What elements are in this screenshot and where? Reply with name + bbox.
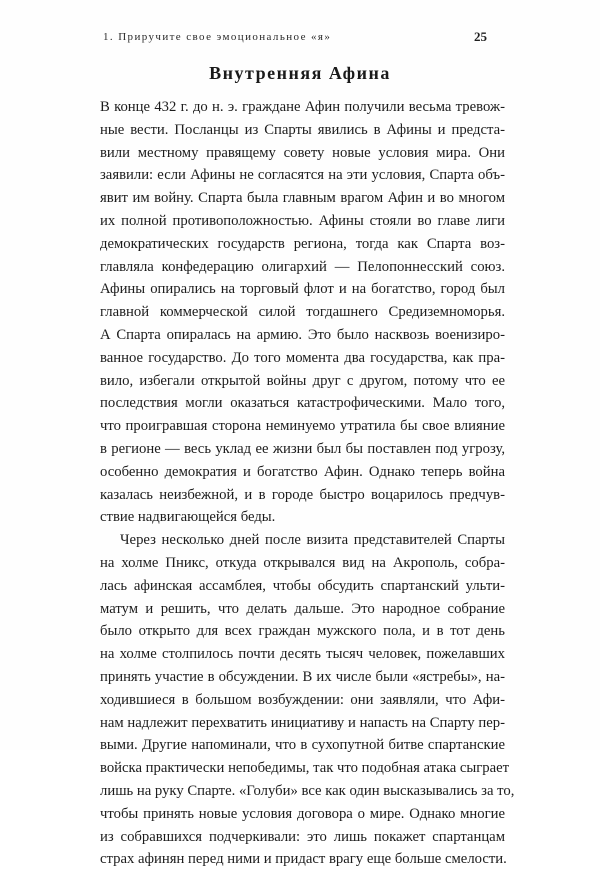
text-line: выми. Другие напоминали, что в сухопутной битве спартанские <box>100 737 505 754</box>
text-line: из собравшихся подчеркивали: это лишь покажет спартанцам <box>100 828 505 845</box>
text-line: ванное государство. До того момента два государства, как пра- <box>100 349 505 366</box>
text-line: главной коммерческой силой тогдашнего Средиземноморья. <box>100 304 505 321</box>
text-line: А Спарта опиралась на армию. Это было насквозь военизиро- <box>100 326 505 343</box>
text-line: войска практически непобедимы, так что подобная атака сыграет <box>100 760 510 777</box>
paragraph-last-line: ствие надвигающейся беды. <box>100 509 276 526</box>
text-line: последствия могли оказаться катастрофическими. Мало того, <box>100 395 505 412</box>
text-line: ходившиеся в большом возбуждении: они заявляли, что Афи- <box>100 691 505 708</box>
text-line: страх афинян перед ними и придаст врагу еще больше смелости. <box>100 851 507 868</box>
text-line: матум и решить, что делать дальше. Это народное собрание <box>100 600 505 617</box>
text-line: вили местному правящему совету новые условия мира. Они <box>100 144 505 161</box>
text-line: особенно демократия и богатство Афин. Однако теперь война <box>100 463 505 480</box>
text-line: лишь на руку Спарте. «Голуби» все как один высказывались за то, <box>100 782 515 799</box>
text-line: лась афинская ассамблея, чтобы обсудить спартанский ульти- <box>100 577 505 594</box>
text-line: главляла конфедерацию олигархий — Пелопоннесский союз. <box>100 258 505 275</box>
text-line: что проигравшая сторона неминуемо утратила бы свое влияние <box>100 418 505 435</box>
paragraph-first-line: Через несколько дней после визита представителей Спарты <box>120 532 505 549</box>
text-line: в регионе — весь уклад ее жизни был бы поставлен под угрозу, <box>100 440 505 457</box>
text-line: ные вести. Посланцы из Спарты явились в Афины и предста- <box>100 121 505 138</box>
page-number: 25 <box>474 29 487 44</box>
running-head-chapter: 1. Приручите свое эмоциональное «я» <box>103 31 332 43</box>
text-line: заявили: если Афины не согласятся на эти условия, Спарта объ- <box>100 167 505 184</box>
section-title: Внутренняя Афина <box>209 63 391 83</box>
text-line: Афины опирались на торговый флот и на богатство, город был <box>100 281 505 298</box>
text-line: на холме столпилось почти десять тысяч человек, пожелавших <box>100 646 505 663</box>
text-line: вило, избегали открытой войны друг с другом, потому что ее <box>100 372 505 389</box>
text-line: казалась неизбежной, и в городе быстро воцарилось предчув- <box>100 486 505 503</box>
text-line: на холме Пникс, откуда открывался вид на Акрополь, собра- <box>100 554 505 571</box>
body-text <box>100 96 515 871</box>
text-line: чтобы принять новые условия договора о мире. Однако многие <box>100 805 505 822</box>
text-line: В конце 432 г. до н. э. граждане Афин получили весьма тревож- <box>100 99 505 115</box>
text-line: было открыто для всех граждан мужского пола, и в тот день <box>100 623 505 640</box>
text-line: нам надлежит перехватить инициативу и напасть на Спарту пер- <box>100 714 505 731</box>
text-line: принять участие в обсуждении. В их числе были «ястребы», на- <box>100 668 505 685</box>
text-line: демократических государств региона, тогда как Спарта воз- <box>100 235 505 252</box>
text-line: явит им войну. Спарта была главным врагом Афин и во многом <box>100 190 505 207</box>
text-line: их полной противоположностью. Афины стояли во главе лиги <box>100 212 505 229</box>
